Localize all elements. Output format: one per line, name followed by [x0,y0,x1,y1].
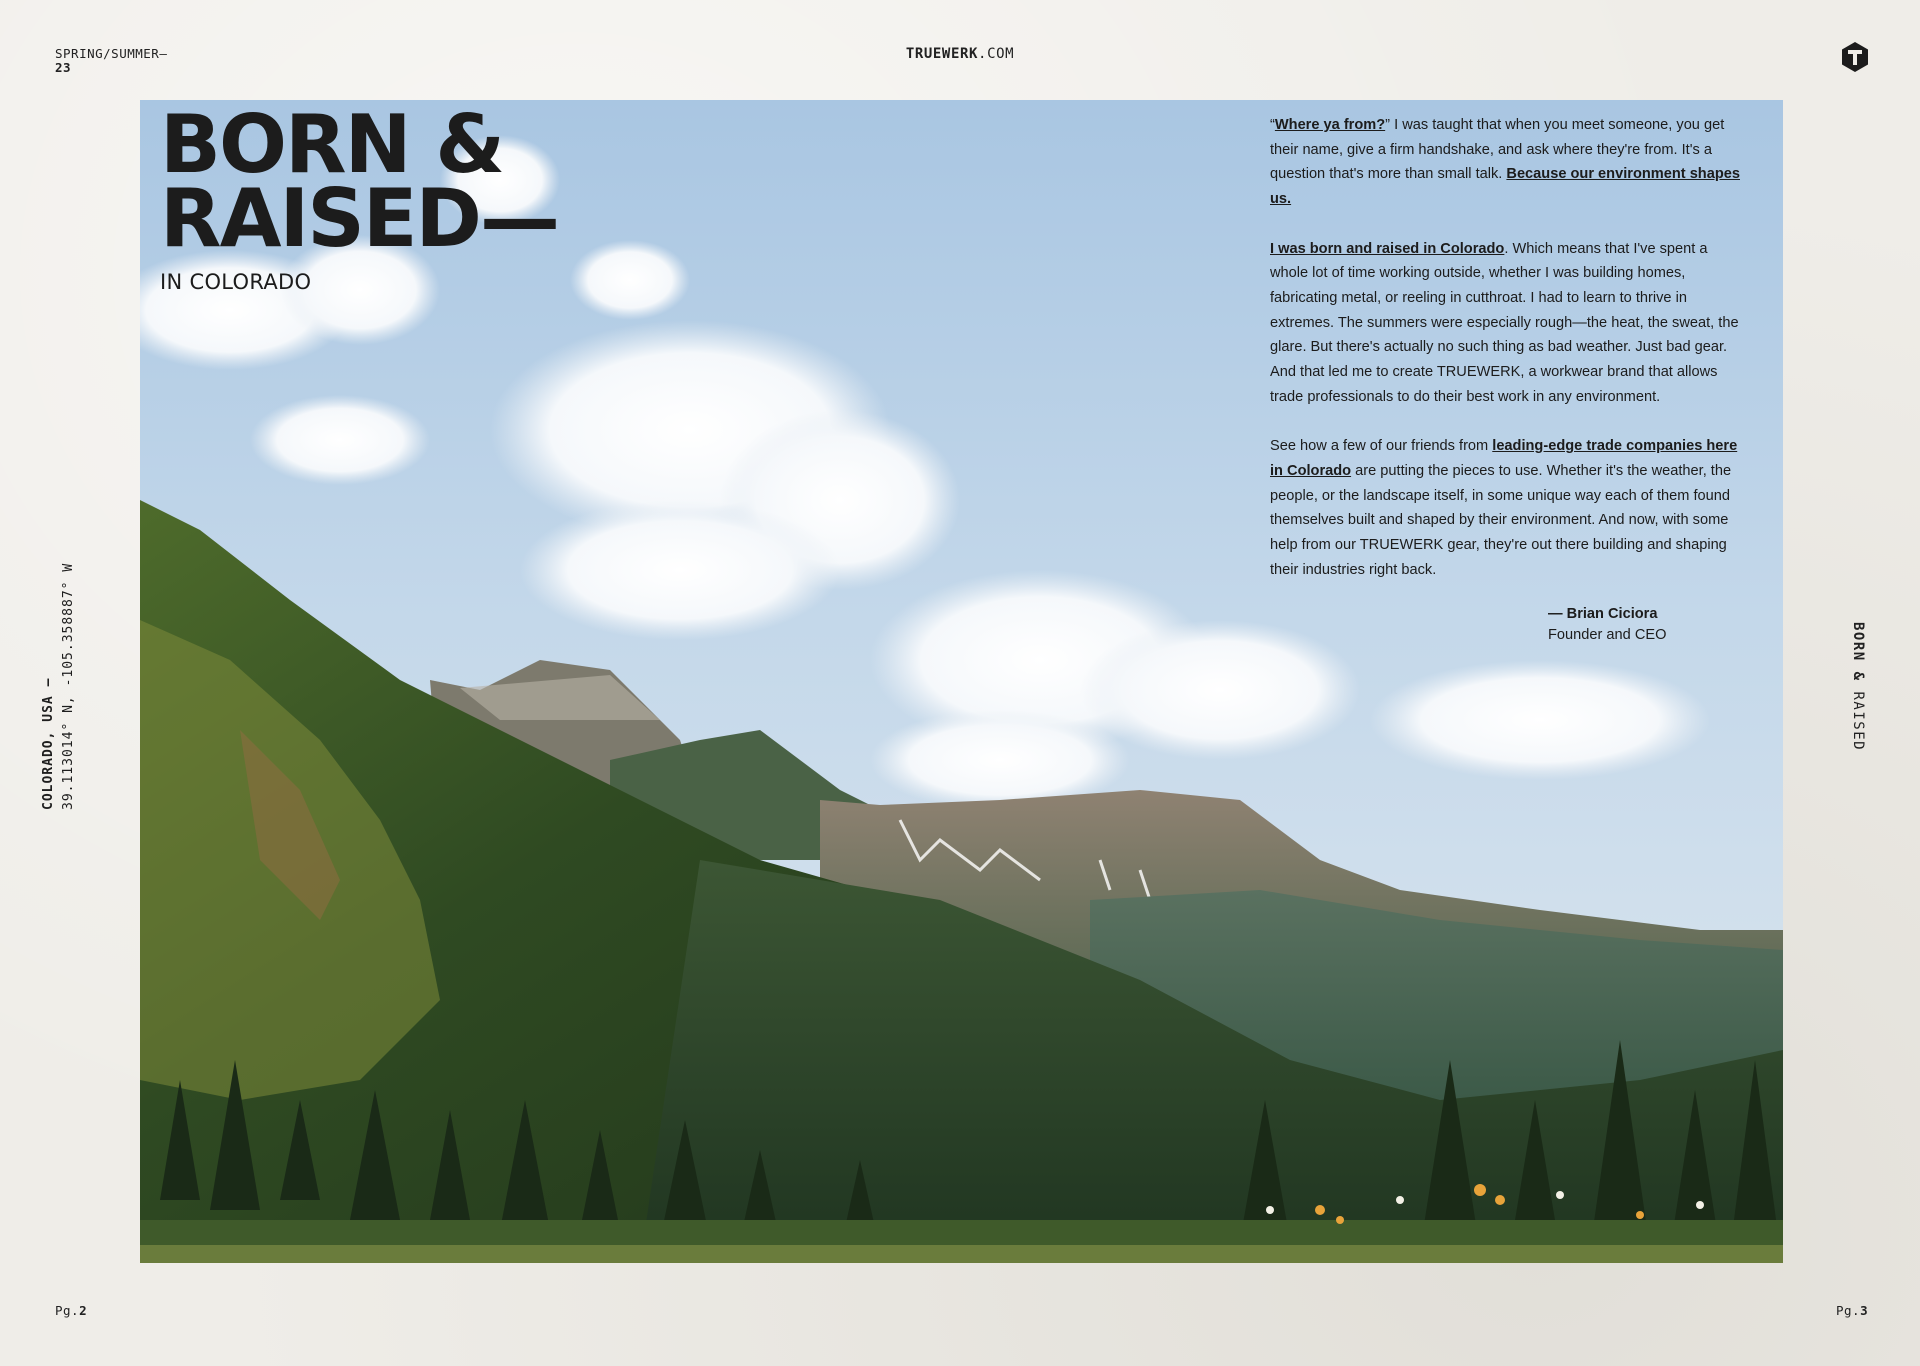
open-quote: “ [1270,117,1275,133]
signature [1548,604,1740,646]
signature-name: — Brian Ciciora [1548,606,1658,623]
page-prefix-right: Pg. [1836,1303,1861,1318]
page-prefix-left: Pg. [55,1303,80,1318]
link-environment-shapes-us[interactable]: Because our environment shapes us. [1270,166,1740,208]
headline-line-1: BORN & [160,98,504,191]
headline-subtitle: IN COLORADO [160,270,312,294]
gps-coordinates: 39.113014° N, -105.358887° W [61,562,76,810]
page-number-left [55,1303,87,1318]
site-url[interactable] [0,46,1920,62]
paragraph-3-intro: See how a few of our friends from [1270,438,1493,455]
site-url-brand: TRUEWERK [905,46,979,62]
page-num-left: 2 [79,1303,88,1318]
section-tab [1850,622,1866,751]
season-year: 23 [55,60,72,75]
location-name: COLORADO, USA — [41,677,56,810]
paragraph-1 [1270,113,1740,212]
link-where-ya-from[interactable]: Where ya from? [1274,117,1386,133]
headline-title [160,98,558,265]
paragraph-3-text: are putting the pieces to use. Whether it's the weather, the people, or the landscape itself, in some unique way each of them found themselves built and shaped by their environment. And now, with some help from our TRUEWERK gear, they're out there building and shaping their industries right back. [1270,462,1732,578]
paragraph-1-text: ” I was taught that when you meet someone, you get their name, give a firm handshake, and ask where they're from. It's a question that's more than small talk. [1270,117,1725,183]
headline-line-2: RAISED— [160,172,558,265]
paragraph-3 [1270,434,1740,582]
paragraph-2-text: . Which means that I've spent a whole lot of time working outside, whether I was building homes, fabricating metal, or reeling in cutthroat. I had to learn to thrive in extremes. The summers were especially rough—the heat, the sweat, the glare. But there's actually no such thing as bad weather. Just bad gear. And that led me to create TRUEWERK, a workwear brand that allows trade professionals to do their best work in any environment. [1270,240,1739,405]
season-text: SPRING/SUMMER— [55,46,168,61]
location-coordinates [40,562,80,810]
founder-letter [1270,113,1740,646]
link-trade-companies[interactable]: leading-edge trade companies here in Colorado [1270,438,1738,479]
paragraph-2 [1270,237,1740,410]
page-number-right [1836,1303,1868,1318]
headline-block [160,98,558,294]
section-tab-bold: BORN & [1850,622,1866,682]
section-tab-rest: RAISED [1850,681,1866,752]
link-born-raised-colorado[interactable]: I was born and raised in Colorado [1270,240,1505,257]
site-url-domain: .COM [978,46,1015,62]
page-num-right: 3 [1860,1303,1869,1318]
truewerk-logo-icon [1841,42,1869,72]
signature-title: Founder and CEO [1548,627,1667,644]
